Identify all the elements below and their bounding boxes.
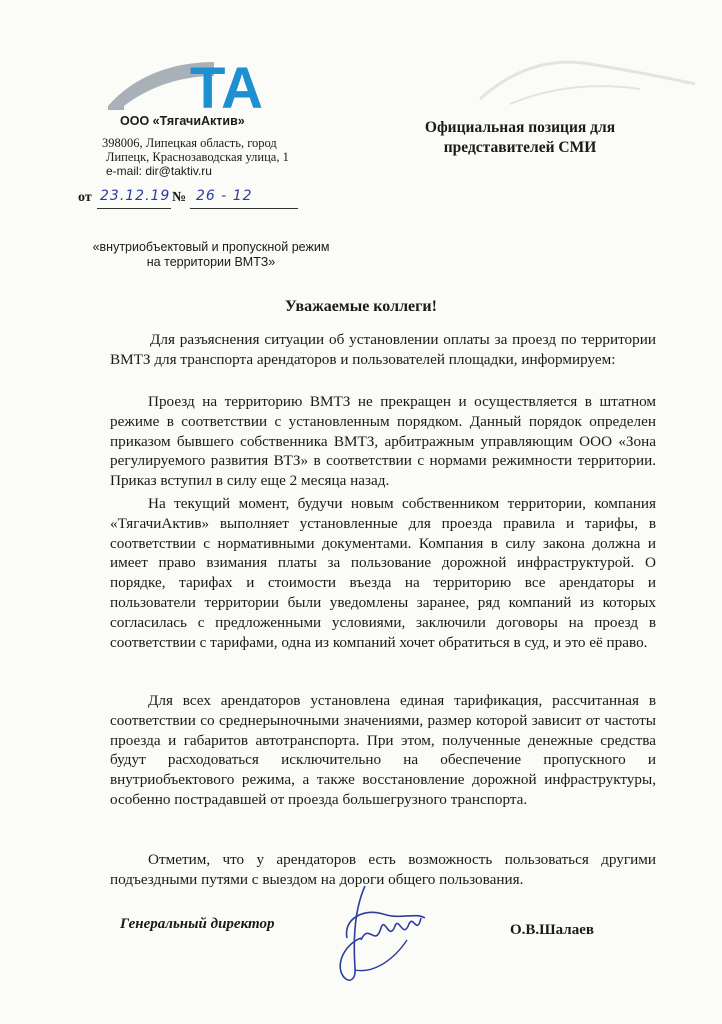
- number-label: №: [172, 190, 187, 205]
- body-paragraph: Для разъяснения ситуации об установлении оплаты за проезд по территории ВМТЗ для транспорта арендаторов и пользователей площадки, информируем:: [110, 331, 656, 368]
- number-underline: [190, 208, 298, 209]
- signatory-title: Генеральный директор: [120, 916, 275, 932]
- company-name: ООО «ТягачиАктив»: [120, 114, 245, 128]
- handwritten-signature: [325, 878, 435, 988]
- greeting: Уважаемые коллеги!: [285, 298, 437, 315]
- subject-line: «внутриобъектовый и пропускной режим: [92, 240, 330, 254]
- body-paragraph: Проезд на территорию ВМТЗ не прекращен и осуществляется в штатном режиме в соответствии с установленным порядком. Данный порядок определен приказом бывшего собственника ВМТЗ, арбитражным управляющим ООО «Зона регулируемого развития ВТЗ» в соответствии с нормами режимности территории. Приказ вступил в силу еще 2 месяца назад.: [110, 393, 656, 490]
- date-label: от: [78, 190, 92, 205]
- handwritten-date: 23.12.19: [100, 188, 171, 204]
- signatory-name: О.В.Шалаев: [510, 922, 594, 938]
- handwritten-number: 26 - 12: [196, 188, 253, 204]
- logo-text: TA: [190, 56, 264, 112]
- body-paragraph: На текущий момент, будучи новым собственником территории, компания «ТягачиАктив» выполняет установленные для проезда правила и тарифы, в соответствии с нормативными документами. Компания в силу закона должна и имеет право взимания платы за пользование дорожной инфраструктурой. О порядке, тарифах и стоимости въезда на территорию все арендаторы и пользователи территории были уведомлены заранее, ряд компаний из которых согласилась с предложенными условиями, заключили договоры на проезд в соответствии с тарифами, одна из компаний хочет обратиться в суд, и это её право.: [110, 495, 656, 651]
- email-text: e-mail: dir@taktiv.ru: [106, 164, 212, 178]
- address-line: Липецк, Краснозаводская улица, 1: [106, 150, 289, 164]
- company-logo: [106, 56, 276, 112]
- official-line: представителей СМИ: [443, 139, 597, 156]
- address-line: 398006, Липецкая область, город: [102, 136, 277, 150]
- body-paragraph: Отметим, что у арендаторов есть возможность пользоваться другими подъездными путями с выездом на дороги общего пользования.: [110, 851, 656, 888]
- stamp-ghost: [470, 44, 700, 114]
- official-position-heading: [420, 118, 620, 158]
- body-paragraph: Для всех арендаторов установлена единая тарификация, рассчитанная в соответствии со среднерыночными значениями, размер которой зависит от частоты проезда и габаритов автотранспорта. При этом, полученные денежные средства будут расходоваться исключительно на обеспечение пропускного и внутриобъектового режима, а также восстановление дорожной инфраструктуры, особенно пострадавшей от проезда большегрузного транспорта.: [110, 692, 656, 808]
- subject-line: на территории ВМТЗ»: [146, 255, 276, 269]
- letter-subject: [86, 240, 336, 270]
- date-underline: [97, 208, 171, 209]
- official-line: Официальная позиция для: [424, 119, 616, 136]
